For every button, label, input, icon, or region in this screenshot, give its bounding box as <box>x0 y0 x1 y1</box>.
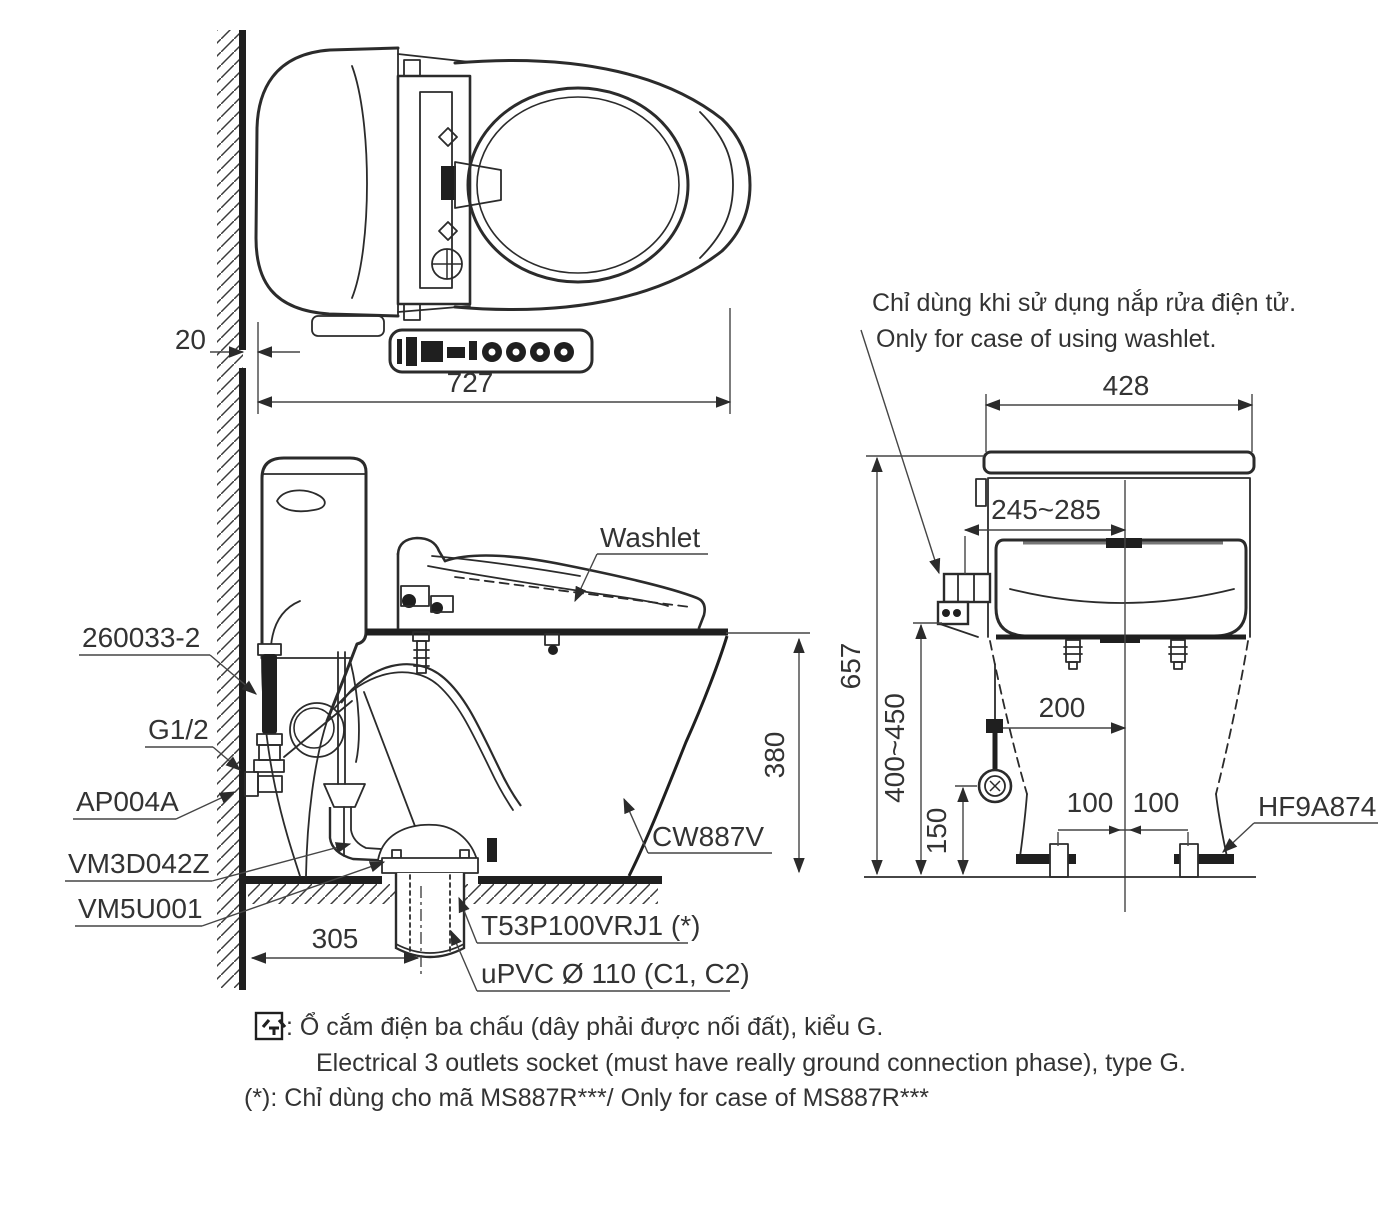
washlet-seat-front <box>996 540 1246 636</box>
socket-hole-icon <box>953 609 961 617</box>
stop-valve <box>258 776 282 792</box>
dimension-428 <box>986 370 1252 452</box>
wall-line-upper <box>239 30 246 350</box>
dimension-657 <box>835 456 984 874</box>
hinge-slot <box>441 166 456 200</box>
foot-right <box>1180 844 1198 877</box>
outlet-socket-box <box>938 574 990 637</box>
supply-hose-260033 <box>262 654 277 734</box>
tank-lid-inner-arc <box>352 66 367 298</box>
wall-line-lower <box>239 368 246 990</box>
floor-line-left <box>246 876 382 884</box>
svg-text:HF9A874: HF9A874 <box>1258 791 1377 822</box>
leader-line <box>624 799 648 853</box>
socket-hole-icon <box>942 609 950 617</box>
hinge-diamond-top <box>439 128 457 146</box>
svg-text:G1/2: G1/2 <box>148 714 209 745</box>
wall-section <box>217 30 246 990</box>
socket-symbol-icon <box>256 1013 285 1039</box>
dim-305-text: 305 <box>311 923 359 954</box>
label-washlet <box>575 522 708 601</box>
dim-400-450-text: 400~450 <box>879 693 910 803</box>
bowl-body-edge <box>350 660 359 762</box>
svg-text:T53P100VRJ1 (*): T53P100VRJ1 (*) <box>481 910 701 941</box>
tank-side-tab <box>976 479 986 506</box>
tank-rear-tab <box>312 316 384 336</box>
dimension-245-285 <box>965 494 1125 574</box>
tank-lid-outline <box>256 48 398 316</box>
water-hose <box>341 664 521 806</box>
floor-line-right <box>478 876 662 884</box>
tank-outline <box>262 458 366 721</box>
hinge-diamond-bottom <box>439 222 457 240</box>
foot-left <box>1050 844 1068 877</box>
footnote-line3: (*): Chỉ dùng cho mã MS887R***/ Only for case of MS887R*** <box>244 1084 930 1112</box>
footnote-line1: : Ổ cắm điện ba chấu (dây phải được nối đất), kiểu G. <box>286 1013 884 1041</box>
seat-lid-inner-arc <box>700 112 733 258</box>
label-t53p100vrj1 <box>459 898 700 943</box>
supply-assembly <box>245 601 300 796</box>
label-ap004a <box>73 786 234 819</box>
svg-text:260033-2: 260033-2 <box>82 622 201 653</box>
svg-text:Washlet: Washlet <box>600 522 701 553</box>
pedestal-right-dashed <box>1216 641 1248 794</box>
dim-727-text: 727 <box>446 367 494 398</box>
supply-valve-front <box>979 664 1011 802</box>
dimension-150 <box>921 786 977 874</box>
note-line-vi: Chỉ dùng khi sử dụng nắp rửa điện tử. <box>872 289 1297 317</box>
fill-valve-funnel <box>324 784 365 807</box>
svg-text:CW887V: CW887V <box>652 821 765 852</box>
seat-inner-curve <box>1010 589 1234 603</box>
dim-428-text: 428 <box>1102 370 1150 401</box>
footnote-line2: Electrical 3 outlets socket (must have really ground connection phase), type G. <box>316 1049 1186 1077</box>
mounting-bolt <box>417 641 426 673</box>
flush-handle <box>277 490 325 511</box>
svg-text:uPVC Ø 110 (C1, C2): uPVC Ø 110 (C1, C2) <box>481 958 750 989</box>
dim-100-right-text: 100 <box>1132 787 1180 818</box>
dim-150-text: 150 <box>921 807 952 855</box>
note-line-en: Only for case of using washlet. <box>876 325 1217 353</box>
dim-100-left-text: 100 <box>1066 787 1114 818</box>
svg-text:VM5U001: VM5U001 <box>78 893 203 924</box>
label-hf9a874 <box>1223 791 1378 852</box>
seat-opening-inner <box>477 97 679 273</box>
washlet-side <box>398 538 705 673</box>
washlet-hinge-plan <box>398 60 470 320</box>
tank-lid-front <box>984 452 1254 473</box>
top-view <box>256 48 750 372</box>
dimension-200 <box>1003 692 1125 728</box>
dim-245-285-text: 245~285 <box>991 494 1101 525</box>
dim-20-text: 20 <box>174 324 206 355</box>
svg-text:VM3D042Z: VM3D042Z <box>68 848 210 879</box>
drain-pipe <box>396 873 464 957</box>
dimension-100-100 <box>1058 787 1188 846</box>
dim-200-text: 200 <box>1038 692 1086 723</box>
svg-text:AP004A: AP004A <box>76 786 179 817</box>
dim-380-text: 380 <box>759 731 790 779</box>
wall-connection <box>245 772 258 796</box>
label-cw887v <box>624 799 772 853</box>
dim-657-text: 657 <box>835 642 866 690</box>
footnotes <box>244 1011 1186 1112</box>
leader-line <box>1223 823 1254 852</box>
drain-flange <box>382 858 478 873</box>
seat-lid-outline <box>455 60 750 309</box>
leader-line <box>861 330 939 573</box>
remote-control <box>390 330 592 372</box>
seat-strip-center <box>1106 538 1142 548</box>
